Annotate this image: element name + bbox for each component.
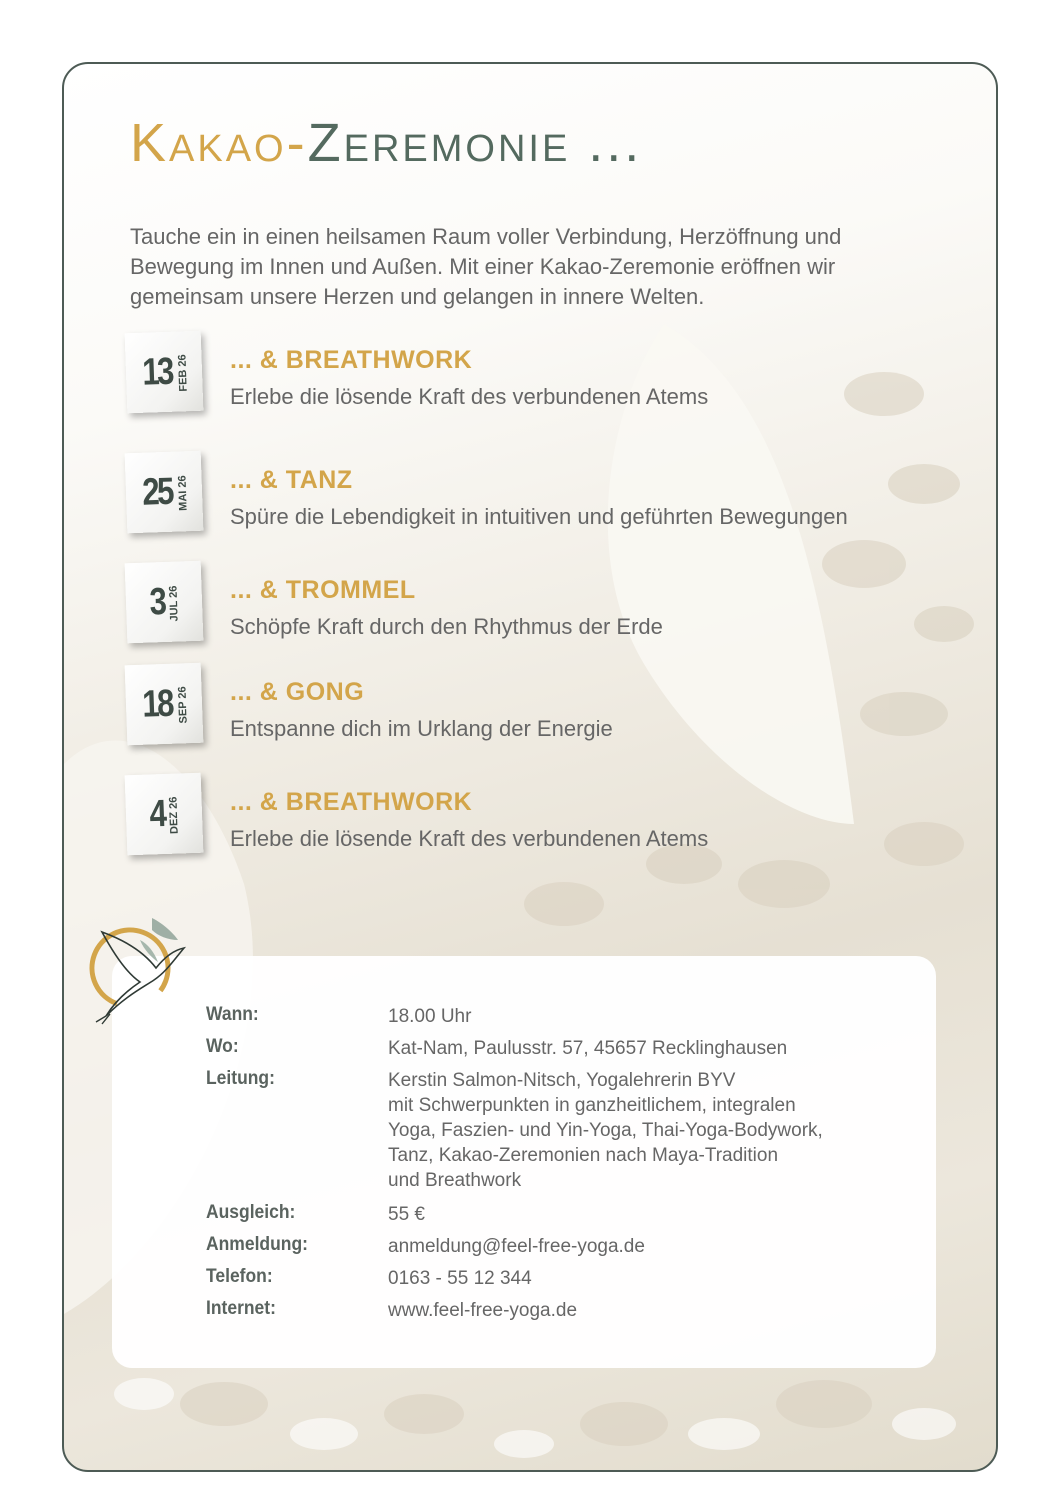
event-item <box>126 562 946 652</box>
event-item <box>126 452 946 542</box>
event-month: JUL 26 <box>167 585 181 622</box>
info-label: Telefon: <box>206 1266 273 1287</box>
calendar-date-card <box>125 561 204 644</box>
event-title: ... & TANZ <box>230 466 353 494</box>
info-label: Internet: <box>206 1298 276 1319</box>
info-value[interactable]: anmeldung@feel-free-yoga.de <box>388 1236 645 1257</box>
calendar-date-card <box>125 451 204 534</box>
info-label: Wann: <box>206 1004 259 1025</box>
event-day: 25 <box>141 470 174 514</box>
event-title: ... & BREATHWORK <box>230 788 473 816</box>
info-value: 0163 - 55 12 344 <box>388 1268 532 1289</box>
crane-logo-icon <box>82 910 192 1030</box>
info-value: 18.00 Uhr <box>388 1006 472 1027</box>
info-value: 55 € <box>388 1204 425 1225</box>
event-day: 13 <box>141 350 174 394</box>
page-title <box>130 113 643 173</box>
event-month: FEB 26 <box>176 354 190 393</box>
info-label: Anmeldung: <box>206 1234 308 1255</box>
title-part-zeremonie: Zeremonie ... <box>307 113 643 173</box>
calendar-date-card <box>125 663 204 746</box>
title-part-kakao: Kakao- <box>130 113 308 173</box>
info-value: Kat-Nam, Paulusstr. 57, 45657 Recklinghausen <box>388 1038 788 1059</box>
event-month: DEZ 26 <box>166 796 181 835</box>
event-title: ... & GONG <box>230 678 365 706</box>
info-label: Wo: <box>206 1036 239 1057</box>
flyer-card <box>62 62 998 1472</box>
event-description: Erlebe die lösende Kraft des verbundenen Atems <box>230 384 709 409</box>
event-item <box>126 332 946 422</box>
event-description: Spüre die Lebendigkeit in intuitiven und geführten Bewegungen <box>230 504 848 529</box>
intro-text: Tauche ein in einen heilsamen Raum voller Verbindung, Herzöffnung und Bewegung im Innen und Außen. Mit einer Kakao-Zeremonie eröffnen wir gemeinsam unsere Herzen und gelangen in innere Welten. <box>130 224 842 309</box>
event-description: Erlebe die lösende Kraft des verbundenen Atems <box>230 826 709 851</box>
calendar-date-card <box>125 331 204 414</box>
event-title: ... & TROMMEL <box>230 576 416 604</box>
event-day: 4 <box>149 792 166 835</box>
info-label: Leitung: <box>206 1068 275 1089</box>
event-title: ... & BREATHWORK <box>230 346 473 374</box>
event-description: Schöpfe Kraft durch den Rhythmus der Erde <box>230 614 663 639</box>
event-day: 18 <box>141 682 174 726</box>
event-month: MAI 26 <box>176 475 190 512</box>
event-month: SEP 26 <box>176 686 190 725</box>
event-description: Entspanne dich im Urklang der Energie <box>230 716 613 741</box>
event-day: 3 <box>149 580 166 623</box>
event-item <box>126 774 946 864</box>
info-value[interactable]: www.feel-free-yoga.de <box>388 1300 578 1321</box>
event-item <box>126 664 946 754</box>
info-label: Ausgleich: <box>206 1202 296 1223</box>
info-box <box>112 956 936 1368</box>
info-value: Kerstin Salmon-Nitsch, Yogalehrerin BYV mit Schwerpunkten in ganzheitlichem, integralen Yoga, Faszien- und Yin-Yoga, Thai-Yoga-Bodywork, Tanz, Kakao-Zeremonien nach Maya-Tradition und Breathwork <box>388 1070 823 1191</box>
calendar-date-card <box>125 773 204 856</box>
